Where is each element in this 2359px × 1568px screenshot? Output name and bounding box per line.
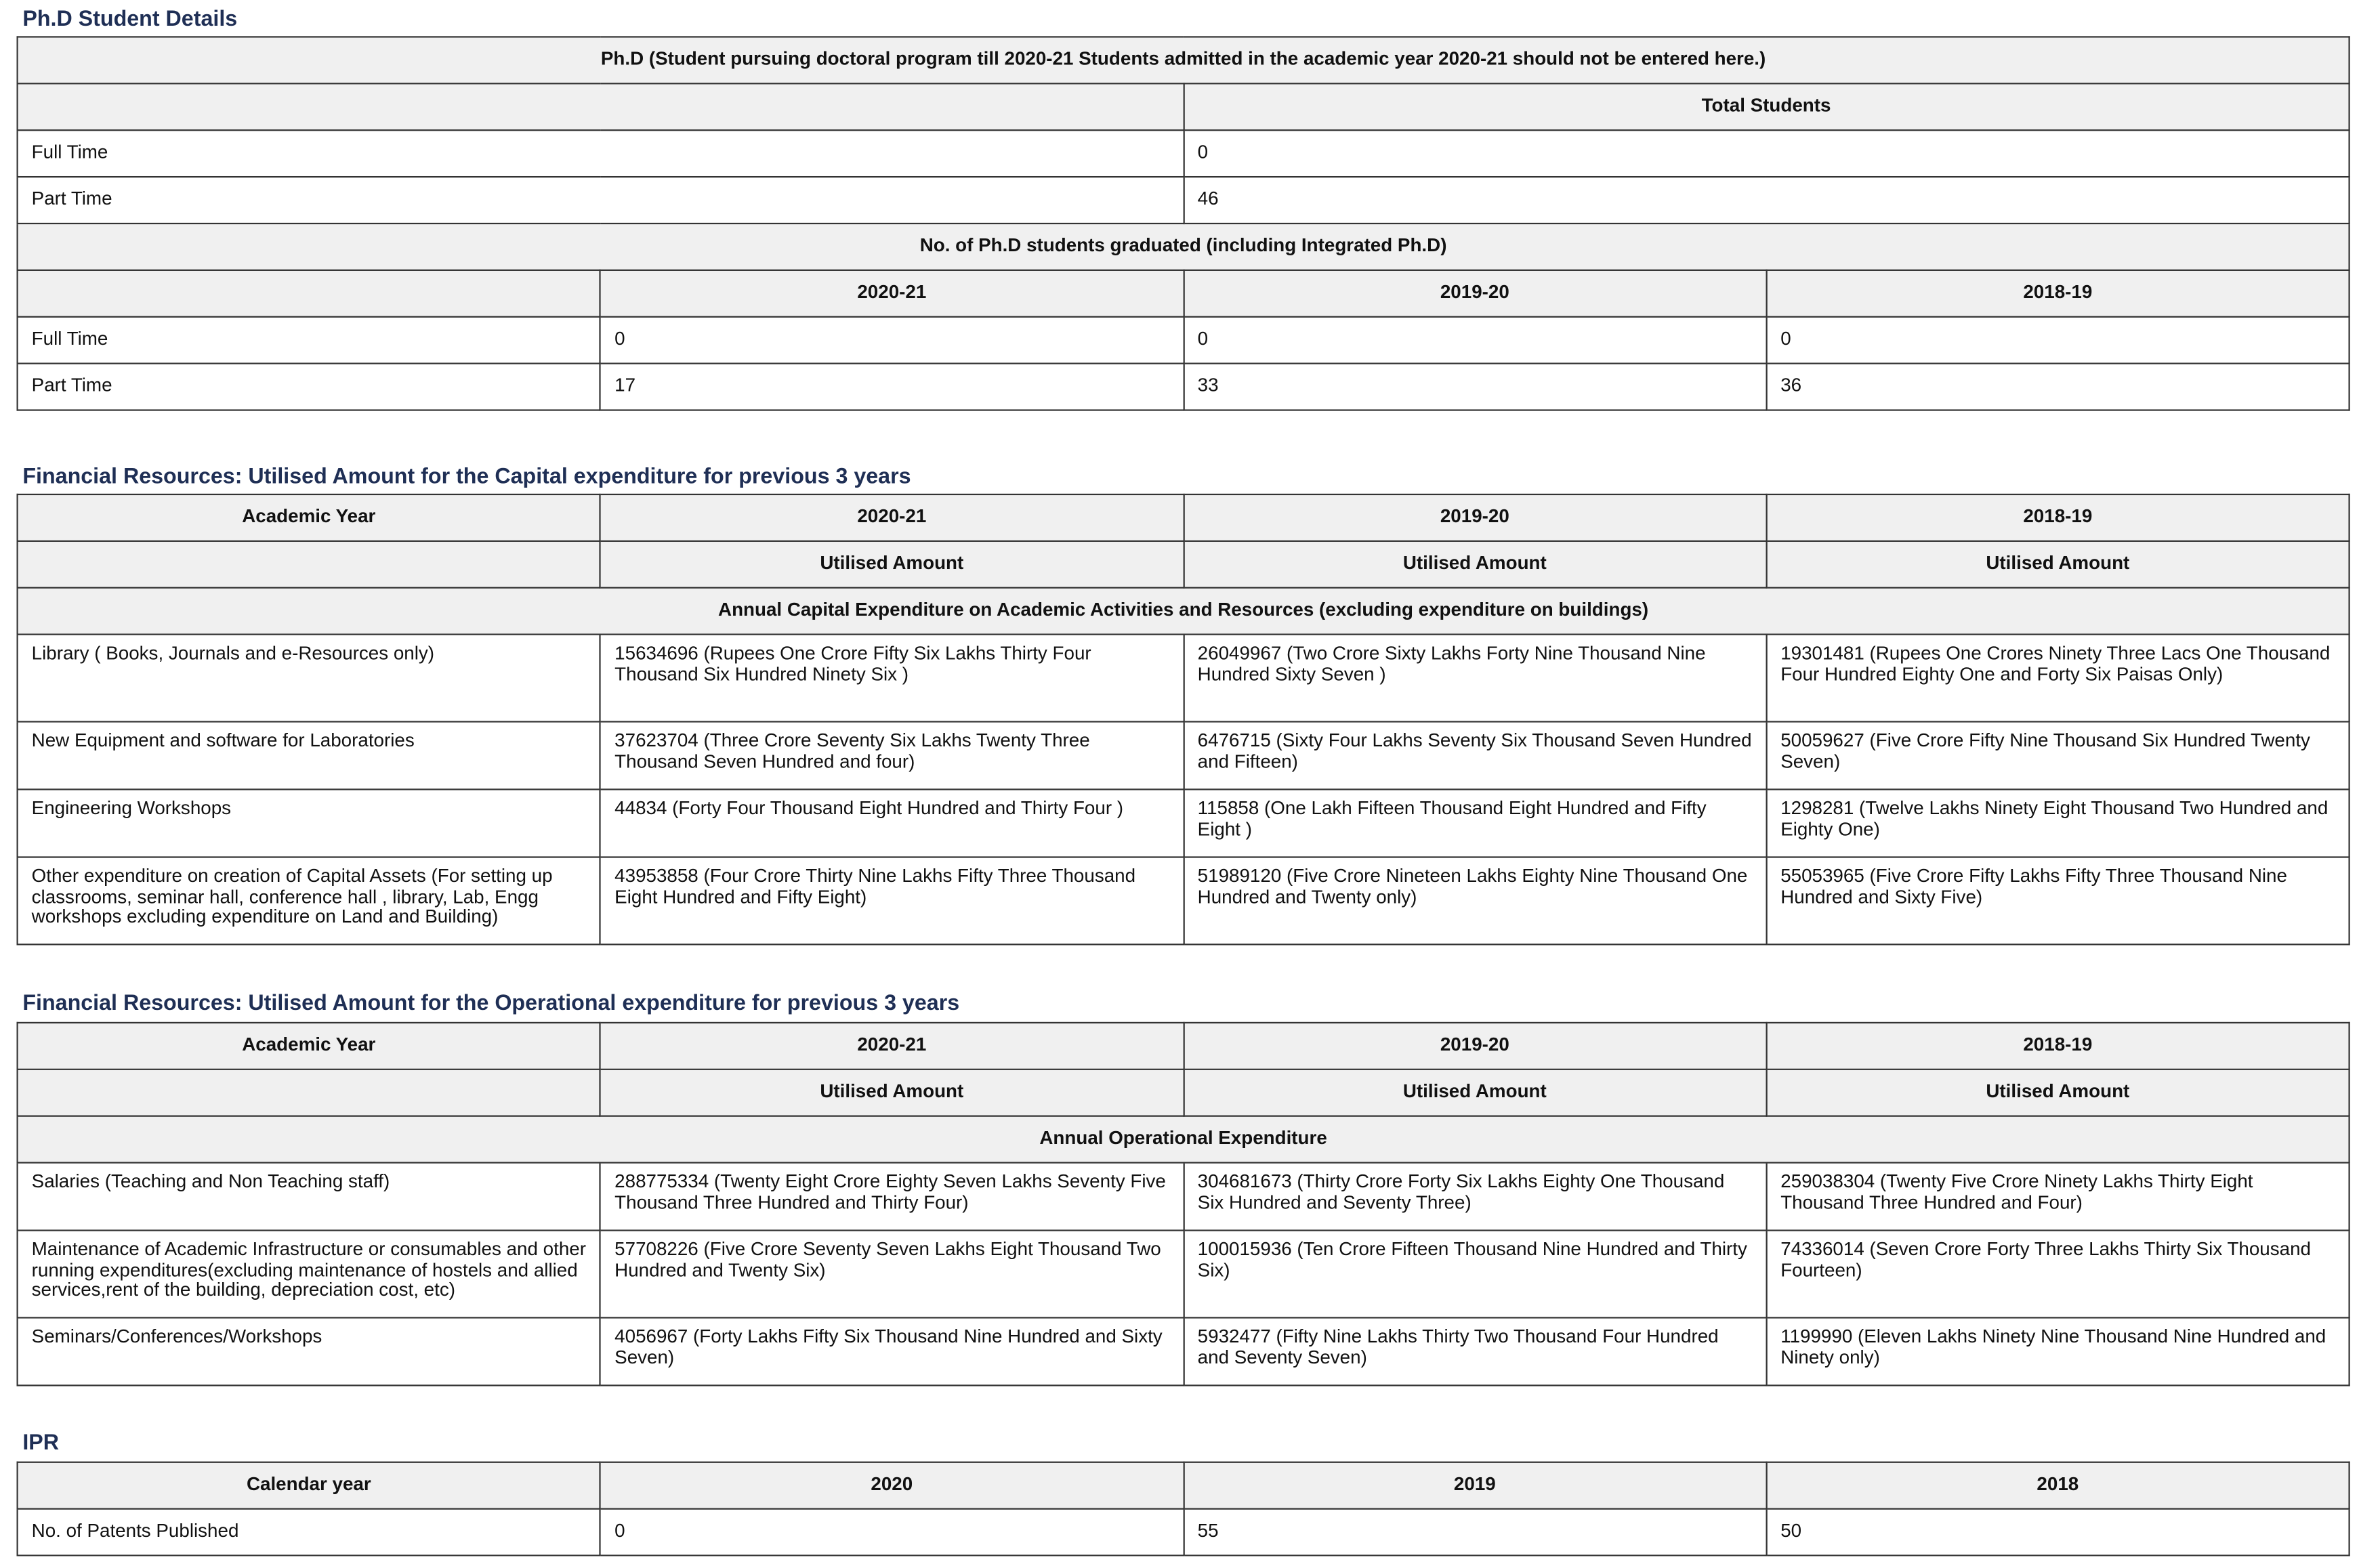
capital-sub-header: Utilised Amount [1766,541,2350,588]
capital-row-value: 55053965 (Five Crore Fifty Lakhs Fifty Three Thousand Nine Hundred and Sixty Five) [1766,857,2350,944]
capital-year-header: 2018-19 [1766,494,2350,541]
ipr-year-header: 2019 [1184,1462,1767,1509]
capital-row-value: 37623704 (Three Crore Seventy Six Lakhs Twenty Three Thousand Seven Hundred and four) [600,721,1184,789]
phd-graduated-value: 36 [1766,364,2350,410]
table-row [18,789,2350,857]
table-row [18,721,2350,789]
phd-year-header: 2018-19 [1766,270,2350,317]
table-row [18,130,2350,177]
operational-row-value: 304681673 (Thirty Crore Forty Six Lakhs Eighty One Thousand Six Hundred and Seventy Three) [1184,1163,1767,1231]
ipr-row-value: 0 [600,1509,1184,1556]
operational-row-value: 1199990 (Eleven Lakhs Ninety Nine Thousand Nine Hundred and Ninety only) [1766,1317,2350,1385]
phd-graduated-label: Part Time [18,364,601,410]
capital-row-value: 6476715 (Sixty Four Lakhs Seventy Six Thousand Seven Hundred and Fifteen) [1184,721,1767,789]
operational-row-label: Salaries (Teaching and Non Teaching staff) [18,1163,601,1231]
ipr-year-label: Calendar year [18,1462,601,1509]
phd-year-header: 2019-20 [1184,270,1767,317]
operational-sub-header: Utilised Amount [600,1069,1184,1116]
capital-row-label: Other expenditure on creation of Capital Assets (For setting up classrooms, seminar hall, conference hall , library, Lab, Engg workshops excluding expenditure on Land and Building) [18,857,601,944]
phd-graduated-value: 0 [600,317,1184,364]
phd-total-header: Total Students [1184,83,2350,130]
operational-year-header: 2019-20 [1184,1023,1767,1069]
ipr-year-header: 2018 [1766,1462,2350,1509]
operational-year-label: Academic Year [18,1023,601,1069]
phd-enrolled-value: 0 [1184,130,2350,177]
ipr-table [16,1462,2350,1556]
phd-graduated-value: 33 [1184,364,1767,410]
capital-sub-header: Utilised Amount [1184,541,1767,588]
capital-year-header: 2020-21 [600,494,1184,541]
operational-row-value: 288775334 (Twenty Eight Crore Eighty Seven Lakhs Seventy Five Thousand Three Hundred and Thirty Four) [600,1163,1184,1231]
ipr-row-label: No. of Patents Published [18,1509,601,1556]
capital-row-value: 51989120 (Five Crore Nineteen Lakhs Eighty Nine Thousand One Hundred and Twenty only) [1184,857,1767,944]
capital-sub-header: Utilised Amount [600,541,1184,588]
table-row [18,1509,2350,1556]
operational-sub-empty [18,1069,601,1116]
phd-section-title: Ph.D Student Details [22,7,238,32]
phd-table [16,36,2350,410]
operational-row-label: Seminars/Conferences/Workshops [18,1317,601,1385]
capital-row-label: Engineering Workshops [18,789,601,857]
capital-row-value: 1298281 (Twelve Lakhs Ninety Eight Thousand Two Hundred and Eighty One) [1766,789,2350,857]
phd-enrolled-label: Full Time [18,130,1184,177]
capital-row-value: 19301481 (Rupees One Crores Ninety Three Lacs One Thousand Four Hundred Eighty One and Forty Six Paisas Only) [1766,635,2350,722]
table-row [18,364,2350,410]
operational-sub-header: Utilised Amount [1184,1069,1767,1116]
capital-sub-empty [18,541,601,588]
operational-row-value: 57708226 (Five Crore Seventy Seven Lakhs Eight Thousand Two Hundred and Twenty Six) [600,1231,1184,1318]
operational-row-value: 259038304 (Twenty Five Crore Ninety Lakhs Thirty Eight Thousand Three Hundred and Four) [1766,1163,2350,1231]
operational-table [16,1022,2350,1386]
table-row [18,635,2350,722]
capital-table [16,494,2350,946]
table-row [18,1231,2350,1318]
capital-year-label: Academic Year [18,494,601,541]
phd-empty-header [18,83,1184,130]
ipr-row-value: 50 [1766,1509,2350,1556]
capital-banner: Annual Capital Expenditure on Academic Activities and Resources (excluding expenditure on buildings) [18,588,2350,635]
ipr-section-title: IPR [22,1431,60,1456]
table-row [18,317,2350,364]
table-row [18,1163,2350,1231]
table-row [18,177,2350,224]
capital-row-value: 15634696 (Rupees One Crore Fifty Six Lakhs Thirty Four Thousand Six Hundred Ninety Six ) [600,635,1184,722]
capital-row-value: 43953858 (Four Crore Thirty Nine Lakhs Fifty Three Thousand Eight Hundred and Fifty Eight) [600,857,1184,944]
operational-row-value: 5932477 (Fifty Nine Lakhs Thirty Two Thousand Four Hundred and Seventy Seven) [1184,1317,1767,1385]
operational-banner: Annual Operational Expenditure [18,1116,2350,1163]
phd-graduated-label: Full Time [18,317,601,364]
ipr-row-value: 55 [1184,1509,1767,1556]
capital-section-title: Financial Resources: Utilised Amount for the Capital expenditure for previous 3 years [22,465,911,490]
operational-row-value: 4056967 (Forty Lakhs Fifty Six Thousand Nine Hundred and Sixty Seven) [600,1317,1184,1385]
capital-year-header: 2019-20 [1184,494,1767,541]
operational-year-header: 2020-21 [600,1023,1184,1069]
capital-row-label: New Equipment and software for Laboratories [18,721,601,789]
operational-row-label: Maintenance of Academic Infrastructure or consumables and other running expenditures(excluding maintenance of hostels and allied services,rent of the building, depreciation cost, etc) [18,1231,601,1318]
phd-year-header: 2020-21 [600,270,1184,317]
operational-sub-header: Utilised Amount [1766,1069,2350,1116]
operational-row-value: 100015936 (Ten Crore Fifteen Thousand Nine Hundred and Thirty Six) [1184,1231,1767,1318]
phd-graduated-value: 0 [1766,317,2350,364]
table-row [18,1317,2350,1385]
capital-row-label: Library ( Books, Journals and e-Resources only) [18,635,601,722]
ipr-year-header: 2020 [600,1462,1184,1509]
operational-year-header: 2018-19 [1766,1023,2350,1069]
phd-year-empty-header [18,270,601,317]
phd-graduated-value: 17 [600,364,1184,410]
phd-banner: Ph.D (Student pursuing doctoral program till 2020-21 Students admitted in the academic year 2020-21 should not be entered here.) [18,37,2350,83]
phd-enrolled-label: Part Time [18,177,1184,224]
capital-row-value: 50059627 (Five Crore Fifty Nine Thousand Six Hundred Twenty Seven) [1766,721,2350,789]
capital-row-value: 115858 (One Lakh Fifteen Thousand Eight Hundred and Fifty Eight ) [1184,789,1767,857]
phd-enrolled-value: 46 [1184,177,2350,224]
phd-graduated-header: No. of Ph.D students graduated (including Integrated Ph.D) [18,224,2350,270]
operational-row-value: 74336014 (Seven Crore Forty Three Lakhs Thirty Six Thousand Fourteen) [1766,1231,2350,1318]
capital-row-value: 44834 (Forty Four Thousand Eight Hundred and Thirty Four ) [600,789,1184,857]
capital-row-value: 26049967 (Two Crore Sixty Lakhs Forty Nine Thousand Nine Hundred Sixty Seven ) [1184,635,1767,722]
table-row [18,857,2350,944]
operational-section-title: Financial Resources: Utilised Amount for the Operational expenditure for previous 3 years [22,992,960,1016]
phd-graduated-value: 0 [1184,317,1767,364]
